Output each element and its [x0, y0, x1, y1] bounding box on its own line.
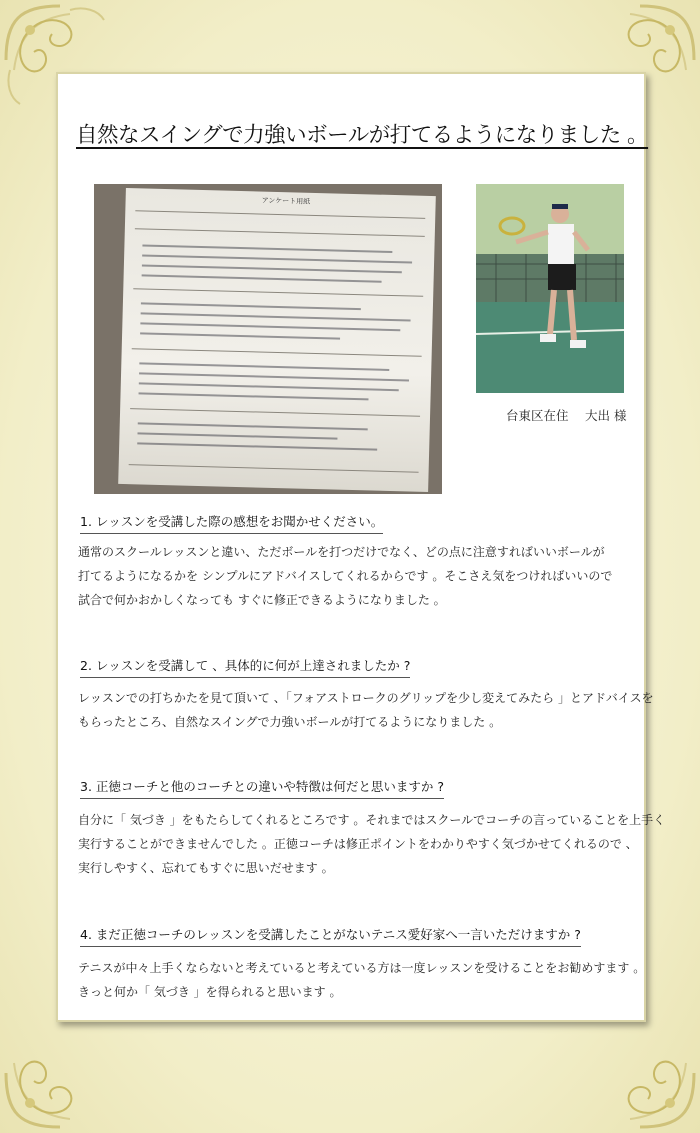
answer-line: レッスンでの打ちかたを見て頂いて 、「フォアストロークのグリップを少し変えてみたら 」とアドバイスを	[78, 691, 654, 705]
answer-line: 実行しやすく、忘れてもすぐに思いだせます 。	[78, 861, 334, 875]
page-title: 自然なスイングで力強いボールが打てるようになりました 。	[76, 123, 649, 148]
question-4: 4. まだ正徳コーチのレッスンを受講したことがないテニス愛好家へ一言いただけますか ?	[80, 925, 581, 947]
answer-line: 自分に「 気づき 」をもたらしてくれるところです 。それまではスクールでコーチの言っていることを上手く	[78, 813, 666, 827]
answer-line: 打てるようになるかを シンプルにアドバイスしてくれるからです 。そこさえ気をつければいいので	[78, 569, 613, 583]
survey-sheet	[118, 188, 436, 492]
answer-line: もらったところ、自然なスイングで力強いボールが打てるようになりました 。	[78, 715, 502, 729]
answer-line: 実行することができませんでした 。正徳コーチは修正ポイントをわかりやすく気づかせてくれるので 、	[78, 837, 638, 851]
answer-4	[78, 956, 646, 1004]
survey-sheet-heading: アンケート用紙	[261, 196, 311, 206]
answer-2	[78, 686, 654, 734]
player-photo	[476, 184, 624, 393]
survey-sheet-photo	[94, 184, 442, 494]
answer-line: きっと何か「 気づき 」を得られると思います 。	[78, 985, 342, 999]
photo-caption: 台東区在住 大出 様	[506, 408, 627, 423]
question-2: 2. レッスンを受講して 、具体的に何が上達されましたか ?	[80, 656, 410, 678]
corner-ornament	[580, 1013, 700, 1133]
question-3: 3. 正徳コーチと他のコーチとの違いや特徴は何だと思いますか ?	[80, 777, 444, 799]
answer-line: テニスが中々上手くならないと考えていると考えている方は一度レッスンを受けることをお勧めすます 。	[78, 961, 646, 975]
corner-ornament	[0, 1013, 120, 1133]
answer-line: 試合で何かおかしくなっても すぐに修正できるようになりました 。	[78, 593, 446, 607]
question-1: 1. レッスンを受講した際の感想をお聞かせください。	[80, 512, 383, 534]
answer-line: 通常のスクールレッスンと違い、ただボールを打つだけでなく、どの点に注意すればいいボールが	[78, 545, 605, 559]
answer-3	[78, 808, 666, 880]
answer-1	[78, 540, 638, 612]
